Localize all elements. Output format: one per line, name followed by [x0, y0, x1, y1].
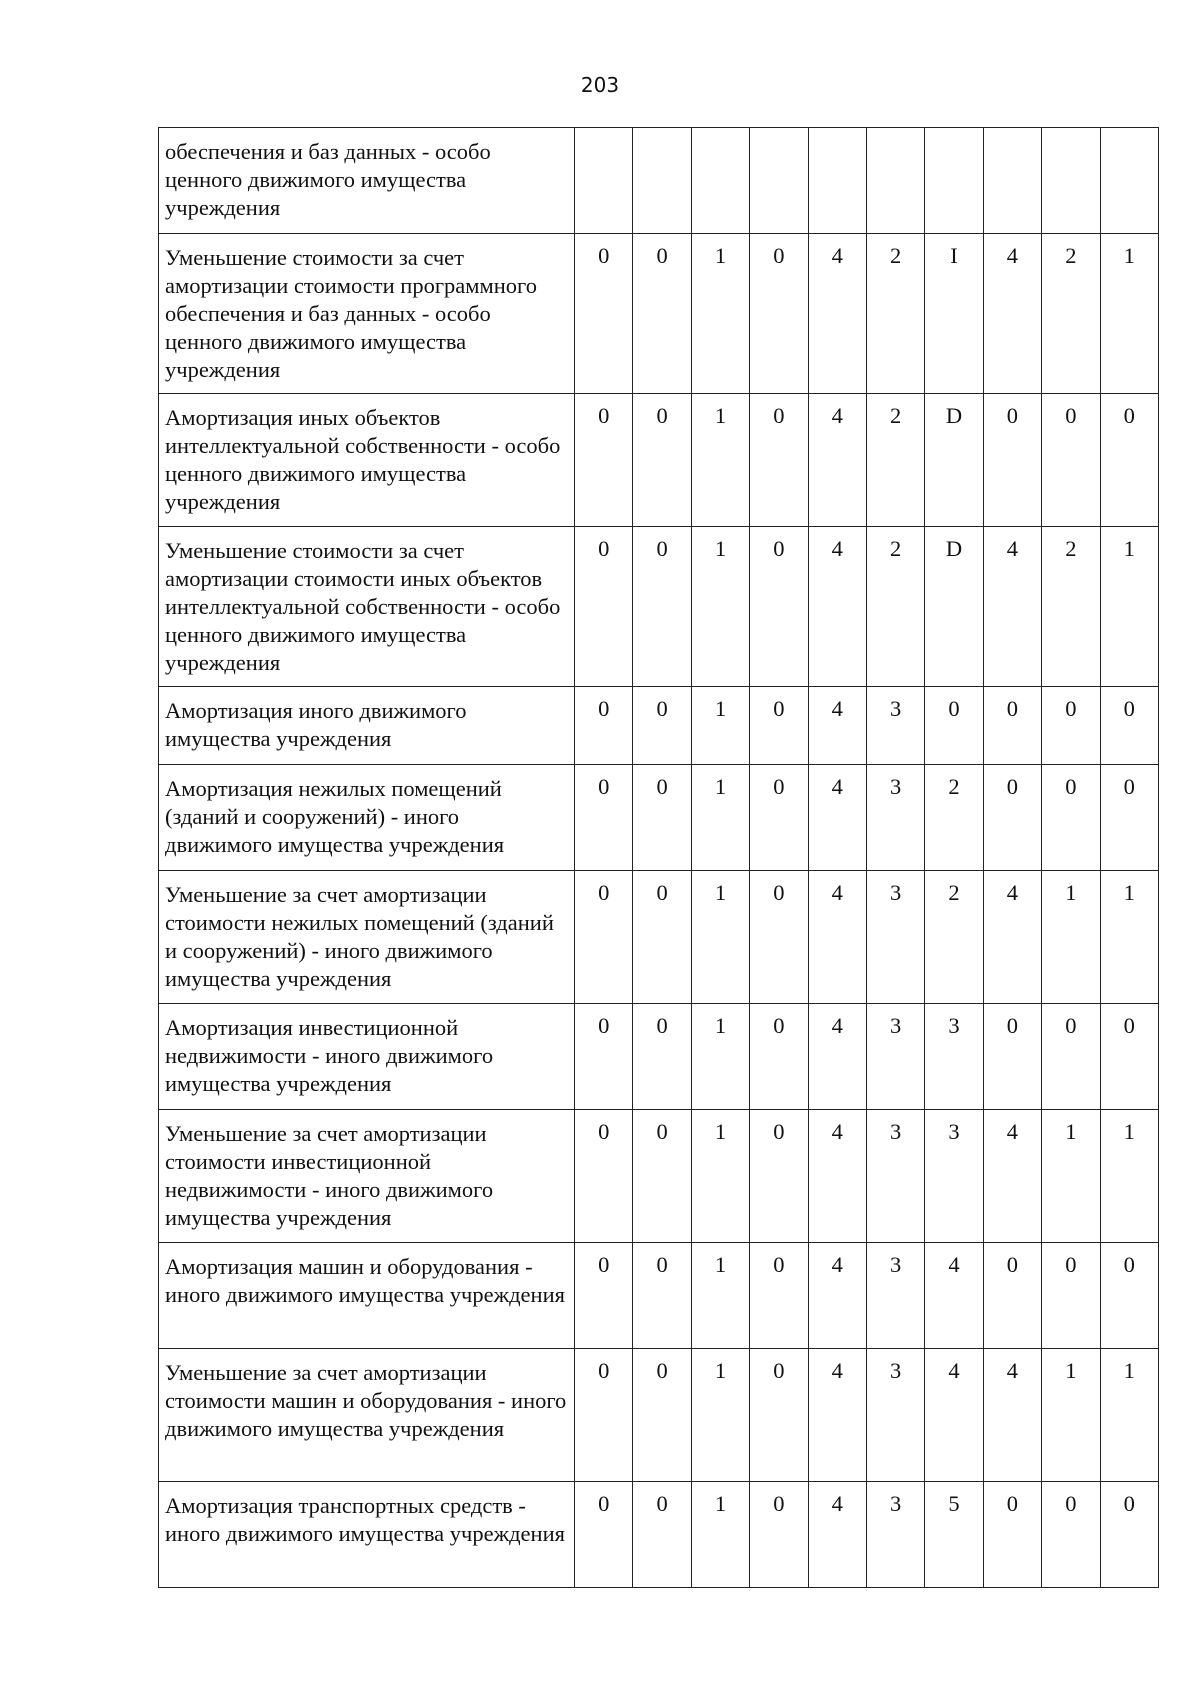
code-digit-9: 0: [1042, 765, 1100, 871]
code-digit-8: 4: [983, 234, 1041, 394]
table-row: [159, 687, 1159, 765]
table-row: [159, 1110, 1159, 1243]
code-digit-9: 1: [1042, 871, 1100, 1004]
code-digit-6: 3: [866, 1482, 924, 1588]
code-digit-8: 0: [983, 394, 1041, 527]
code-digit-3: 1: [691, 1349, 749, 1482]
code-digit-10: 1: [1100, 1110, 1158, 1243]
code-digit-6: 3: [866, 871, 924, 1004]
code-digit-5: 4: [808, 527, 866, 687]
code-digit-4: 0: [750, 1243, 808, 1349]
code-digit-2: 0: [633, 765, 691, 871]
code-digit-4: 0: [750, 1110, 808, 1243]
table-row: [159, 1482, 1159, 1588]
code-digit-10: 1: [1100, 1349, 1158, 1482]
code-digit-8: 0: [983, 765, 1041, 871]
row-description: Амортизация инвестиционной недвижимости - иного движимого имущества учреждения: [159, 1004, 575, 1110]
code-digit-4: 0: [750, 1482, 808, 1588]
code-digit-2: 0: [633, 1482, 691, 1588]
code-digit-2: 0: [633, 1110, 691, 1243]
table-row: [159, 871, 1159, 1004]
code-digit-1: 0: [575, 765, 633, 871]
row-description: Уменьшение за счет амортизации стоимости машин и оборудования - иного движимого имущества учреждения: [159, 1349, 575, 1482]
code-digit-9: [1042, 128, 1100, 234]
code-digit-5: 4: [808, 1110, 866, 1243]
code-digit-7: I: [925, 234, 983, 394]
code-digit-3: [691, 128, 749, 234]
code-digit-4: 0: [750, 527, 808, 687]
code-digit-6: 2: [866, 394, 924, 527]
table-row: [159, 1349, 1159, 1482]
code-digit-8: 0: [983, 1004, 1041, 1110]
code-digit-3: 1: [691, 234, 749, 394]
code-digit-7: 2: [925, 765, 983, 871]
code-digit-5: 4: [808, 394, 866, 527]
code-digit-7: 4: [925, 1349, 983, 1482]
row-description: Амортизация иных объектов интеллектуальной собственности - особо ценного движимого имущества учреждения: [159, 394, 575, 527]
code-digit-8: 0: [983, 1482, 1041, 1588]
code-digit-9: 0: [1042, 394, 1100, 527]
code-digit-2: [633, 128, 691, 234]
code-digit-3: 1: [691, 871, 749, 1004]
row-description: обеспечения и баз данных - особо ценного движимого имущества учреждения: [159, 128, 575, 234]
code-digit-7: D: [925, 527, 983, 687]
code-digit-5: 4: [808, 1349, 866, 1482]
code-digit-4: 0: [750, 234, 808, 394]
code-digit-1: 0: [575, 527, 633, 687]
row-description: Уменьшение стоимости за счет амортизации стоимости иных объектов интеллектуальной собственности - особо ценного движимого имущества учреждения: [159, 527, 575, 687]
code-digit-1: 0: [575, 1004, 633, 1110]
code-digit-3: 1: [691, 394, 749, 527]
table-row: [159, 765, 1159, 871]
table-row: [159, 1004, 1159, 1110]
code-digit-3: 1: [691, 1004, 749, 1110]
code-digit-3: 1: [691, 687, 749, 765]
code-digit-3: 1: [691, 1110, 749, 1243]
row-description: Амортизация нежилых помещений (зданий и сооружений) - иного движимого имущества учреждения: [159, 765, 575, 871]
code-digit-4: 0: [750, 1349, 808, 1482]
table-row: [159, 1243, 1159, 1349]
code-digit-9: 0: [1042, 687, 1100, 765]
code-digit-5: 4: [808, 687, 866, 765]
code-digit-2: 0: [633, 234, 691, 394]
code-digit-4: 0: [750, 394, 808, 527]
code-digit-8: 4: [983, 527, 1041, 687]
code-digit-9: 0: [1042, 1482, 1100, 1588]
code-digit-3: 1: [691, 765, 749, 871]
code-digit-10: 0: [1100, 687, 1158, 765]
code-digit-10: [1100, 128, 1158, 234]
code-digit-7: 2: [925, 871, 983, 1004]
code-digit-6: 3: [866, 687, 924, 765]
row-description: Уменьшение стоимости за счет амортизации стоимости программного обеспечения и баз данных - особо ценного движимого имущества учреждения: [159, 234, 575, 394]
code-digit-10: 0: [1100, 394, 1158, 527]
code-digit-7: 3: [925, 1110, 983, 1243]
code-digit-5: 4: [808, 234, 866, 394]
code-digit-6: 3: [866, 1004, 924, 1110]
code-digit-10: 0: [1100, 1004, 1158, 1110]
code-digit-1: 0: [575, 1349, 633, 1482]
code-digit-5: 4: [808, 1004, 866, 1110]
code-digit-6: 2: [866, 234, 924, 394]
page-number: 203: [580, 73, 620, 97]
code-digit-10: 0: [1100, 765, 1158, 871]
code-digit-8: [983, 128, 1041, 234]
code-digit-7: 5: [925, 1482, 983, 1588]
row-description: Амортизация иного движимого имущества учреждения: [159, 687, 575, 765]
code-digit-6: 3: [866, 1243, 924, 1349]
account-code-table: [158, 127, 1159, 1588]
row-description: Уменьшение за счет амортизации стоимости нежилых помещений (зданий и сооружений) - иного движимого имущества учреждения: [159, 871, 575, 1004]
code-digit-4: 0: [750, 765, 808, 871]
code-digit-9: 2: [1042, 527, 1100, 687]
code-digit-5: 4: [808, 765, 866, 871]
code-digit-2: 0: [633, 1243, 691, 1349]
code-digit-1: 0: [575, 1110, 633, 1243]
code-digit-5: 4: [808, 1482, 866, 1588]
code-digit-8: 0: [983, 1243, 1041, 1349]
code-digit-5: [808, 128, 866, 234]
code-digit-7: D: [925, 394, 983, 527]
table-row: [159, 128, 1159, 234]
code-digit-2: 0: [633, 687, 691, 765]
code-digit-7: 4: [925, 1243, 983, 1349]
code-digit-1: 0: [575, 234, 633, 394]
table-row: [159, 394, 1159, 527]
code-digit-4: 0: [750, 1004, 808, 1110]
table-row: [159, 234, 1159, 394]
code-digit-2: 0: [633, 1004, 691, 1110]
code-digit-5: 4: [808, 871, 866, 1004]
code-digit-2: 0: [633, 871, 691, 1004]
code-digit-1: 0: [575, 394, 633, 527]
code-digit-7: [925, 128, 983, 234]
code-digit-5: 4: [808, 1243, 866, 1349]
code-digit-4: [750, 128, 808, 234]
code-digit-3: 1: [691, 1482, 749, 1588]
code-digit-8: 0: [983, 687, 1041, 765]
code-digit-8: 4: [983, 871, 1041, 1004]
code-digit-10: 0: [1100, 1482, 1158, 1588]
code-digit-1: 0: [575, 1243, 633, 1349]
code-digit-7: 0: [925, 687, 983, 765]
row-description: Амортизация машин и оборудования - иного движимого имущества учреждения: [159, 1243, 575, 1349]
code-digit-10: 1: [1100, 871, 1158, 1004]
code-digit-10: 0: [1100, 1243, 1158, 1349]
code-digit-9: 0: [1042, 1004, 1100, 1110]
code-digit-1: 0: [575, 687, 633, 765]
code-digit-6: 3: [866, 1349, 924, 1482]
code-digit-9: 1: [1042, 1349, 1100, 1482]
code-digit-8: 4: [983, 1110, 1041, 1243]
code-digit-1: 0: [575, 871, 633, 1004]
code-digit-1: 0: [575, 1482, 633, 1588]
code-digit-9: 0: [1042, 1243, 1100, 1349]
code-digit-4: 0: [750, 687, 808, 765]
code-digit-9: 2: [1042, 234, 1100, 394]
code-digit-6: 3: [866, 765, 924, 871]
code-digit-2: 0: [633, 394, 691, 527]
code-digit-6: 3: [866, 1110, 924, 1243]
code-digit-10: 1: [1100, 234, 1158, 394]
code-digit-4: 0: [750, 871, 808, 1004]
code-digit-2: 0: [633, 1349, 691, 1482]
code-digit-10: 1: [1100, 527, 1158, 687]
code-digit-7: 3: [925, 1004, 983, 1110]
code-digit-6: [866, 128, 924, 234]
code-digit-6: 2: [866, 527, 924, 687]
code-digit-2: 0: [633, 527, 691, 687]
row-description: Амортизация транспортных средств - иного движимого имущества учреждения: [159, 1482, 575, 1588]
code-digit-3: 1: [691, 1243, 749, 1349]
code-digit-8: 4: [983, 1349, 1041, 1482]
table-row: [159, 527, 1159, 687]
code-digit-3: 1: [691, 527, 749, 687]
code-digit-9: 1: [1042, 1110, 1100, 1243]
row-description: Уменьшение за счет амортизации стоимости инвестиционной недвижимости - иного движимого имущества учреждения: [159, 1110, 575, 1243]
code-digit-1: [575, 128, 633, 234]
